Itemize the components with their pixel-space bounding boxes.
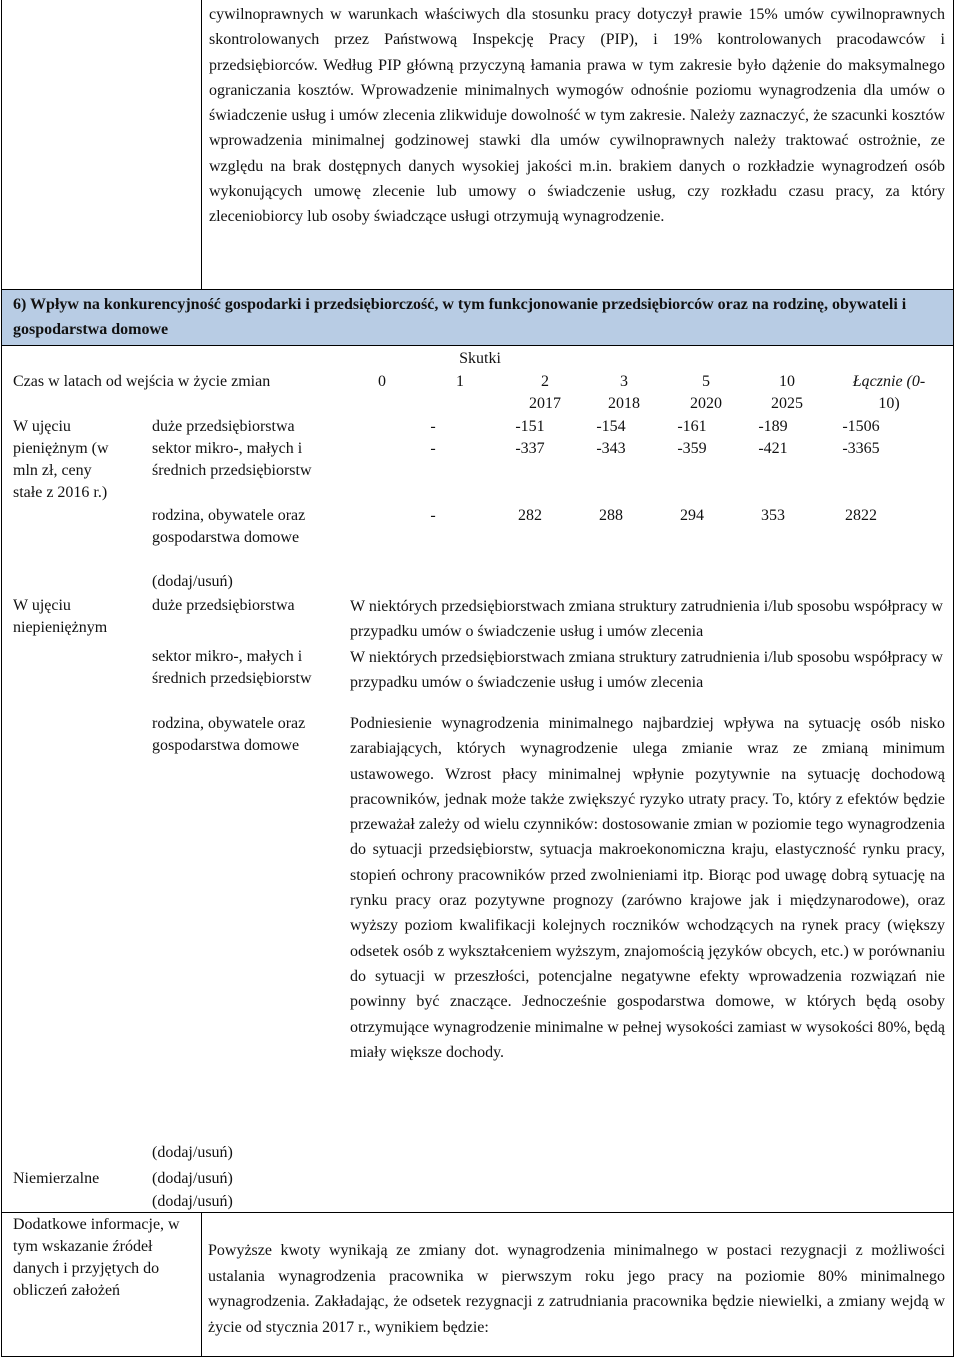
- monetary-households-y1: -: [430, 507, 436, 524]
- monetary-large-y3: -154: [596, 418, 626, 435]
- monetary-large-total: -1506: [842, 418, 880, 435]
- monetary-row-sme-label: sektor mikro-, małych i średnich przedsiębiorstw: [152, 440, 312, 479]
- monetary-households-y3: 288: [599, 507, 623, 524]
- col-year-10-date: 2025: [771, 395, 803, 412]
- section-header: 6) Wpływ na konkurencyjność gospodarki i przedsiębiorczość, w tym funkcjonowanie przedsiębiorców oraz na rodzinę, obywateli i gospodarstwa domowe: [13, 296, 907, 338]
- monetary-sme-total: -3365: [842, 440, 880, 457]
- effects-title: Skutki: [459, 350, 501, 367]
- monetary-row-households-label: rodzina, obywatele oraz gospodarstwa domowe: [152, 507, 306, 546]
- non-monetary-large-text: W niektórych przedsiębiorstwach zmiana struktury zatrudnienia i/lub sposobu współpracy w przypadku umów o świadczenie usług i umów zlecenia: [350, 598, 943, 640]
- col-total: Łącznie (0-: [852, 373, 926, 390]
- monetary-sme-y2: -337: [515, 440, 545, 457]
- monetary-label: W ujęciu pieniężnym (w mln zł, ceny stałe z 2016 r.): [13, 418, 109, 501]
- monetary-sme-y10: -421: [758, 440, 788, 457]
- non-monetary-households-text: Podniesienie wynagrodzenia minimalnego najbardziej wpływa na sytuację osób nisko zarabiających, których wynagrodzenie ulega zmianie wraz ze zmianą minimum ustawowego. Wzrost płacy minimalnej wpłynie pozytywnie na sytuację dochodową pracowników, jednak może także zwiększyć ryzyko utraty pracy. To, który z efektów będzie przeważał zależy od wielu czynników: dostosowanie zmian w poziomie tego wynagrodzenia do sytuacji przedsiębiorstw, sytuacja makroekonomiczna kraju, elastyczność rynku pracy, stopień ochrony pracowników przed zwolnieniami itp. Biorąc pod uwagę dobrą sytuację na rynku pracy oraz pozytywne prognozy (zarówno krajowe jak i międzynarodowe), oraz wyższy poziom kwalifikacji kolejnych roczników wchodzących na rynek pracy (większy odsetek osób z wykształceniem wyższym, znajomością języków obcych, etc.) w porównaniu do sytuacji w przeszłości, potencjalne negatywne efekty wprowadzenia rozwiązań nie powinny być znaczące. Jednocześnie gospodarstwa domowe, w których będą osoby otrzymujące wynagrodzenie minimalne w pełnej wysokości zamiast w wysokości 80%, będą miały większe dochody.: [350, 715, 945, 1061]
- additional-info-text: Powyższe kwoty wynikają ze zmiany dot. wynagrodzenia minimalnego w postaci rezygnacji z możliwości ustalania wynagrodzenia pracownika w pierwszym roku jego pracy na poziomie 80% minimalnego wynagrodzenia. Zakładając, że odsetek rezygnacji z zatrudniania pracownika będzie niewielki, a zmiany wejdą w życie od stycznia 2017 r., wynikiem będzie:: [208, 1242, 945, 1336]
- monetary-large-y2: -151: [515, 418, 545, 435]
- monetary-households-y5: 294: [680, 507, 704, 524]
- continuation-paragraph: cywilnoprawnych w warunkach właściwych dla stosunku pracy dotyczył prawie 15% umów cywilnoprawnych skontrolowanych przez Państwową Inspekcję Pracy (PIP), i 19% kontrolowanych pracodawców i przedsiębiorców. Według PIP główną przyczyną łamania prawa w tym zakresie było dążenie do maksymalnego ograniczania kosztów. Wprowadzenie minimalnych wymogów odnośnie poziomu wynagrodzenia dla umów o świadczenie usług i umów zlecenia zlikwiduje dowolność w tym zakresie. Należy zaznaczyć, że szacunki kosztów wprowadzenia minimalnej godzinowej stawki dla umów cywilnoprawnych należy traktować ostrożnie, ze względu na brak dostępnych danych wysokiej jakości m.in. brakiem danych o rozkładzie wynagrodzeń osób wykonujących umowę zlecenie lub umowy o świadczenie usług, czy rozkładu czasu pracy, za który zleceniobiorcy lub osoby świadczące usługi otrzymują wynagrodzenie.: [209, 6, 945, 226]
- col-year-3: 3: [620, 373, 628, 390]
- col-year-1: 1: [456, 373, 464, 390]
- col-year-5: 5: [702, 373, 710, 390]
- unmeasurable-item-1[interactable]: (dodaj/usuń): [152, 1170, 233, 1187]
- monetary-households-y2: 282: [518, 507, 542, 524]
- col-total-range: 10): [878, 395, 900, 412]
- col-year-10: 10: [779, 373, 795, 390]
- unmeasurable-item-2[interactable]: (dodaj/usuń): [152, 1193, 233, 1210]
- monetary-add-remove[interactable]: (dodaj/usuń): [152, 573, 233, 590]
- col-year-2: 2: [541, 373, 549, 390]
- monetary-row-large-label: duże przedsiębiorstwa: [152, 418, 295, 435]
- col-year-5-date: 2020: [690, 395, 722, 412]
- monetary-sme-y1: -: [430, 440, 436, 457]
- monetary-sme-y5: -359: [677, 440, 707, 457]
- monetary-sme-y3: -343: [596, 440, 626, 457]
- col-year-2-date: 2017: [529, 395, 561, 412]
- unmeasurable-label: Niemierzalne: [13, 1170, 100, 1187]
- non-monetary-sme-label: sektor mikro-, małych i średnich przedsiębiorstw: [152, 648, 312, 687]
- non-monetary-sme-text: W niektórych przedsiębiorstwach zmiana struktury zatrudnienia i/lub sposobu współpracy w przypadku umów o świadczenie usług i umów zlecenia: [350, 649, 943, 691]
- monetary-households-y10: 353: [761, 507, 785, 524]
- col-year-0: 0: [378, 373, 386, 390]
- non-monetary-large-label: duże przedsiębiorstwa: [152, 597, 295, 614]
- monetary-large-y1: -: [430, 418, 436, 435]
- years-label: Czas w latach od wejścia w życie zmian: [13, 373, 271, 390]
- non-monetary-add-remove[interactable]: (dodaj/usuń): [152, 1144, 233, 1161]
- col-year-3-date: 2018: [608, 395, 640, 412]
- non-monetary-households-label: rodzina, obywatele oraz gospodarstwa domowe: [152, 715, 306, 754]
- monetary-households-total: 2822: [845, 507, 877, 524]
- non-monetary-label: W ujęciu niepieniężnym: [13, 597, 108, 636]
- monetary-large-y5: -161: [677, 418, 707, 435]
- monetary-large-y10: -189: [758, 418, 788, 435]
- additional-info-label: Dodatkowe informacje, w tym wskazanie źródeł danych i przyjętych do obliczeń założeń: [13, 1216, 180, 1299]
